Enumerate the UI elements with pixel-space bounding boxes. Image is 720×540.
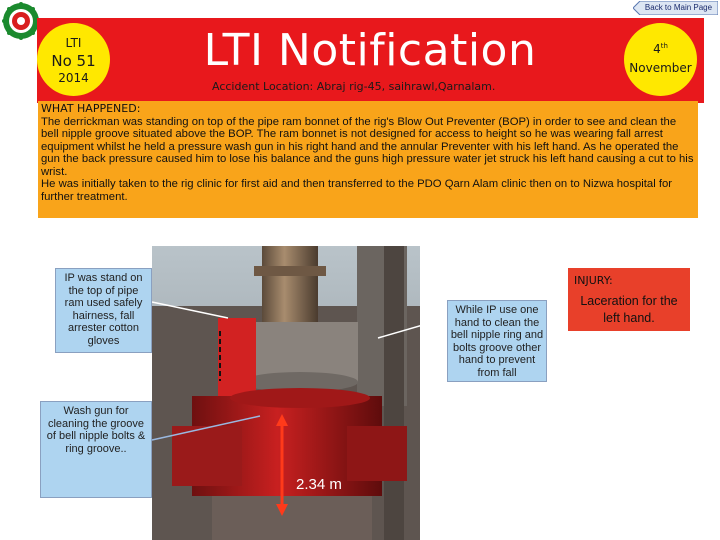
what-happened-followup: He was initially taken to the rig clinic for first aid and then transferred to the PDO Qarn Alam clinic then on to Nizwa hospital for further treatment. [41,178,673,203]
badge-year: 2014 [58,71,89,85]
back-button-label: Back to Main Page [644,3,713,12]
what-happened-text: The derrickman was standing on top of the pipe ram bonnet of the rig's Blow Out Preventer (BOP) in order to see and clean the bell nipple groove situated above the BOP. The ram bonnet is not designed for access to height so he was wearing fall arrest equipment whilst he held a pressure wash gun in his right hand and the annular Preventer with his left hand. As he operated the gun the back pressure caused him to lose his balance and the guns high pressure water jet struck his left hand causing a cut to his wrist. [41,115,694,178]
badge-number: No 51 [51,52,96,70]
accident-location: Accident Location: Abraj rig-45, saihrawl,Qarnalam. [212,80,496,93]
callout-hand-position: While IP use one hand to clean the bell nipple ring and bolts groove other hand to prevent from fall [447,300,547,382]
badge-lti-label: LTI [65,36,82,50]
date-day: 4th [653,42,668,56]
page-title: LTI Notification [203,25,537,76]
callout-pipe-ram: IP was stand on the top of pipe ram used safely hairness, fall arrester cotton gloves [55,268,152,353]
injury-text: Laceration for the left hand. [580,294,678,325]
callout-wash-gun: Wash gun for cleaning the groove of bell nipple bolts & ring groove.. [40,401,152,498]
injury-heading: INJURY: [574,274,613,287]
injury-panel [568,268,690,331]
measurement-label: 2.34 m [296,476,342,493]
date-month: November [629,61,692,75]
what-happened-heading: WHAT HAPPENED: [41,102,141,115]
